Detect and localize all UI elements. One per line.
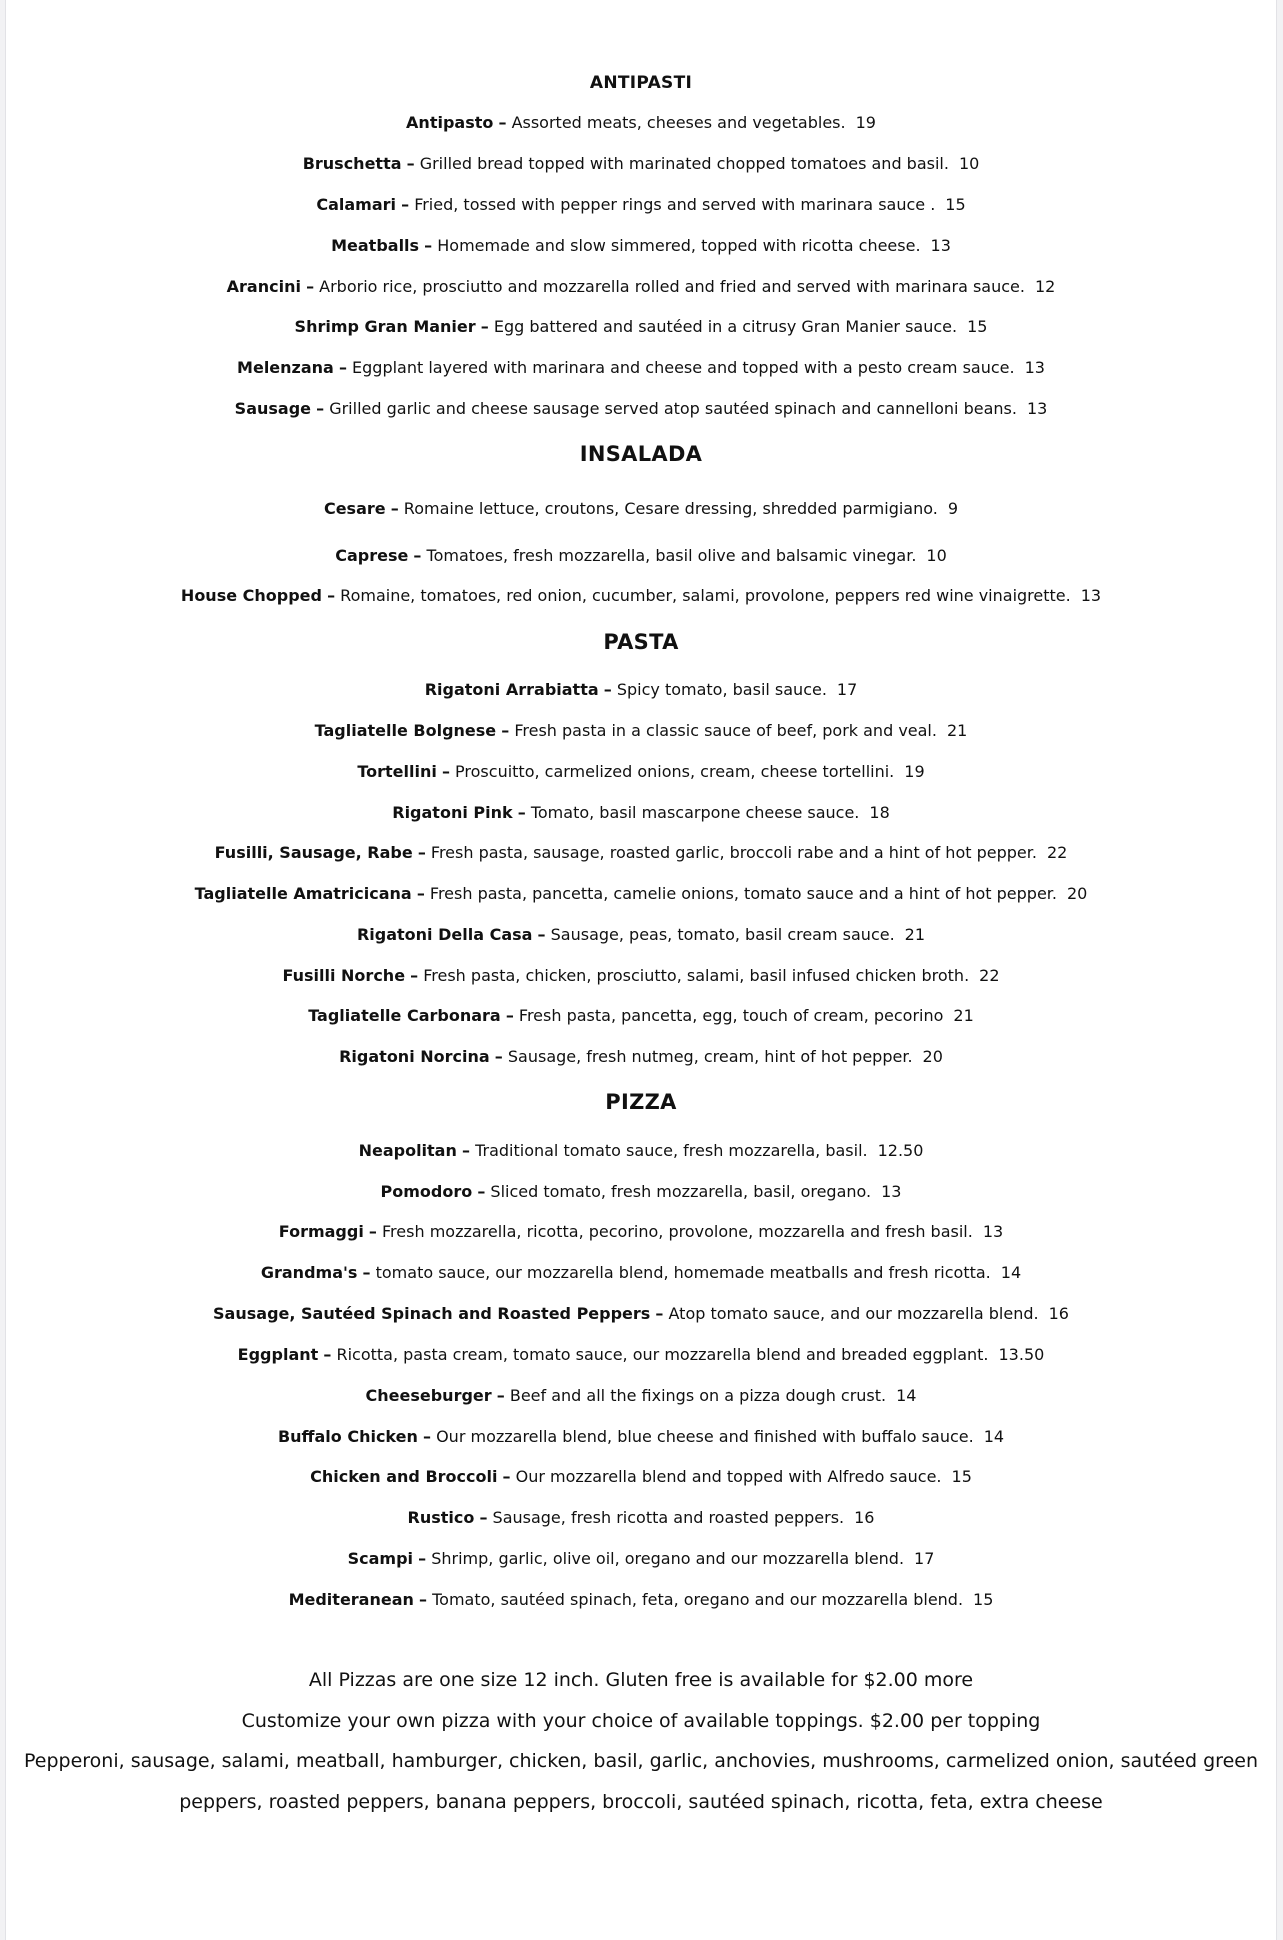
menu-item bbox=[6, 1427, 1276, 1447]
menu-item bbox=[6, 843, 1276, 863]
menu-item bbox=[6, 1345, 1276, 1365]
section-title-insalada: INSALADA bbox=[579, 442, 703, 466]
item-description: Fresh pasta, pancetta, egg, touch of cream, pecorino bbox=[518, 1006, 944, 1025]
menu-item bbox=[6, 803, 1276, 823]
item-separator: – bbox=[498, 113, 507, 132]
item-price: 13 bbox=[930, 236, 951, 255]
item-separator: – bbox=[422, 1427, 431, 1446]
item-name: Caprese bbox=[335, 546, 409, 565]
item-price: 16 bbox=[1048, 1304, 1069, 1323]
item-name: Fusilli, Sausage, Rabe bbox=[214, 843, 413, 862]
toppings-list-line-1: Pepperoni, sausage, salami, meatball, hamburger, chicken, basil, garlic, anchovies, mushrooms, carmelized onion, sautéed green bbox=[24, 1750, 1258, 1772]
item-name: Buffalo Chicken bbox=[277, 1427, 418, 1446]
item-name: Scampi bbox=[347, 1549, 414, 1568]
item-price: 13.50 bbox=[998, 1345, 1045, 1364]
item-separator: – bbox=[494, 1047, 503, 1066]
item-name: House Chopped bbox=[180, 586, 322, 605]
menu-item bbox=[6, 1006, 1276, 1026]
pizza-size-note: All Pizzas are one size 12 inch. Gluten free is available for $2.00 more bbox=[308, 1669, 974, 1691]
item-description: Tomatoes, fresh mozzarella, basil olive and balsamic vinegar. bbox=[426, 546, 917, 565]
item-description: tomato sauce, our mozzarella blend, homemade meatballs and fresh ricotta. bbox=[375, 1263, 991, 1282]
menu-item bbox=[6, 546, 1276, 566]
item-separator: – bbox=[416, 884, 425, 903]
item-description: Egg battered and sautéed in a citrusy Gran Manier sauce. bbox=[493, 317, 958, 336]
item-separator: – bbox=[505, 1006, 514, 1025]
menu-item bbox=[6, 399, 1276, 419]
item-separator: – bbox=[406, 154, 415, 173]
item-name: Tagliatelle Bolgnese bbox=[314, 721, 497, 740]
item-description: Fresh pasta, chicken, prosciutto, salami, basil infused chicken broth. bbox=[423, 966, 970, 985]
item-name: Grandma's bbox=[260, 1263, 358, 1282]
item-name: Mediteranean bbox=[288, 1590, 414, 1609]
item-price: 13 bbox=[881, 1182, 902, 1201]
item-description: Our mozzarella blend, blue cheese and finished with buffalo sauce. bbox=[436, 1427, 974, 1446]
menu-item bbox=[6, 1304, 1276, 1324]
item-description: Romaine, tomatoes, red onion, cucumber, salami, provolone, peppers red wine vinaigrette. bbox=[340, 586, 1071, 605]
menu-item bbox=[6, 277, 1276, 297]
item-price: 16 bbox=[854, 1508, 875, 1527]
menu-item bbox=[6, 680, 1276, 700]
item-separator: – bbox=[362, 1263, 371, 1282]
item-separator: – bbox=[424, 236, 433, 255]
item-name: Rigatoni Pink bbox=[392, 803, 513, 822]
item-name: Tagliatelle Amatricicana bbox=[194, 884, 412, 903]
item-name: Rigatoni Norcina bbox=[339, 1047, 490, 1066]
item-name: Melenzana bbox=[237, 358, 334, 377]
item-price: 22 bbox=[979, 966, 1000, 985]
item-price: 14 bbox=[1000, 1263, 1022, 1282]
item-separator: – bbox=[338, 358, 347, 377]
item-price: 14 bbox=[896, 1386, 917, 1405]
item-description: Tomato, basil mascarpone cheese sauce. bbox=[530, 803, 860, 822]
item-description: Sausage, fresh nutmeg, cream, hint of hot pepper. bbox=[507, 1047, 913, 1066]
item-price: 15 bbox=[945, 195, 966, 214]
item-separator: – bbox=[461, 1141, 470, 1160]
item-separator: – bbox=[477, 1182, 486, 1201]
section-title-antipasti: ANTIPASTI bbox=[589, 73, 693, 93]
item-description: Ricotta, pasta cream, tomato sauce, our mozzarella blend and breaded eggplant. bbox=[336, 1345, 989, 1364]
item-separator: – bbox=[441, 762, 450, 781]
item-description: Sausage, peas, tomato, basil cream sauce. bbox=[550, 925, 895, 944]
item-name: Meatballs bbox=[331, 236, 420, 255]
item-description: Our mozzarella blend and topped with Alfredo sauce. bbox=[515, 1467, 942, 1486]
item-price: 9 bbox=[947, 499, 959, 518]
item-separator: – bbox=[368, 1222, 377, 1241]
menu-item bbox=[6, 113, 1276, 133]
item-separator: – bbox=[390, 499, 399, 518]
item-name: Cheeseburger bbox=[365, 1386, 492, 1405]
item-price: 13 bbox=[1080, 586, 1102, 605]
item-name: Bruschetta bbox=[302, 154, 402, 173]
item-separator: – bbox=[417, 843, 426, 862]
menu-item bbox=[6, 762, 1276, 782]
menu-item bbox=[6, 1047, 1276, 1067]
item-description: Arborio rice, prosciutto and mozzarella rolled and fried and served with marinara sauce. bbox=[319, 277, 1025, 296]
item-price: 10 bbox=[926, 546, 947, 565]
item-name: Rustico bbox=[407, 1508, 475, 1527]
menu-item bbox=[6, 1182, 1276, 1202]
item-price: 19 bbox=[855, 113, 876, 132]
item-separator: – bbox=[418, 1549, 427, 1568]
item-separator: – bbox=[323, 1345, 332, 1364]
item-name: Chicken and Broccoli bbox=[310, 1467, 498, 1486]
menu-item bbox=[6, 195, 1276, 215]
item-description: Homemade and slow simmered, topped with ricotta cheese. bbox=[437, 236, 921, 255]
item-description: Grilled garlic and cheese sausage served atop sautéed spinach and cannelloni beans. bbox=[329, 399, 1017, 418]
item-price: 12.50 bbox=[877, 1141, 924, 1160]
item-name: Cesare bbox=[323, 499, 386, 518]
item-description: Fresh mozzarella, ricotta, pecorino, provolone, mozzarella and fresh basil. bbox=[382, 1222, 973, 1241]
item-name: Sausage, Sautéed Spinach and Roasted Peppers bbox=[213, 1304, 651, 1323]
item-separator: – bbox=[479, 1508, 488, 1527]
item-name: Tortellini bbox=[357, 762, 437, 781]
menu-item bbox=[6, 721, 1276, 741]
item-name: Formaggi bbox=[278, 1222, 364, 1241]
item-price: 17 bbox=[836, 680, 858, 699]
item-price: 18 bbox=[869, 803, 890, 822]
menu-item bbox=[6, 499, 1276, 519]
item-separator: – bbox=[603, 680, 612, 699]
toppings-list-line-2: peppers, roasted peppers, banana peppers, broccoli, sautéed spinach, ricotta, feta, extra cheese bbox=[179, 1791, 1103, 1813]
menu-item bbox=[6, 1590, 1276, 1610]
menu-item bbox=[6, 1508, 1276, 1528]
menu-item bbox=[6, 1222, 1276, 1242]
item-price: 15 bbox=[973, 1590, 994, 1609]
item-name: Antipasto bbox=[406, 113, 494, 132]
menu-item bbox=[6, 966, 1276, 986]
item-price: 20 bbox=[922, 1047, 943, 1066]
item-price: 21 bbox=[904, 925, 926, 944]
menu-item bbox=[6, 586, 1276, 606]
item-price: 12 bbox=[1034, 277, 1056, 296]
item-separator: – bbox=[480, 317, 489, 336]
item-price: 15 bbox=[951, 1467, 972, 1486]
item-price: 13 bbox=[1026, 399, 1048, 418]
item-price: 19 bbox=[904, 762, 925, 781]
menu-item bbox=[6, 1263, 1276, 1283]
item-name: Tagliatelle Carbonara bbox=[308, 1006, 501, 1025]
item-separator: – bbox=[306, 277, 315, 296]
item-name: Pomodoro bbox=[380, 1182, 473, 1201]
item-description: Grilled bread topped with marinated chopped tomatoes and basil. bbox=[419, 154, 949, 173]
item-description: Romaine lettuce, croutons, Cesare dressing, shredded parmigiano. bbox=[403, 499, 938, 518]
item-description: Shrimp, garlic, olive oil, oregano and our mozzarella blend. bbox=[431, 1549, 905, 1568]
item-separator: – bbox=[537, 925, 546, 944]
item-name: Calamari bbox=[316, 195, 396, 214]
item-description: Sausage, fresh ricotta and roasted peppers. bbox=[492, 1508, 845, 1527]
item-separator: – bbox=[419, 1590, 427, 1609]
item-name: Neapolitan bbox=[358, 1141, 457, 1160]
item-separator: – bbox=[327, 586, 336, 605]
item-separator: – bbox=[410, 966, 419, 985]
item-price: 15 bbox=[967, 317, 988, 336]
item-separator: – bbox=[502, 1467, 511, 1486]
item-description: Tomato, sautéed spinach, feta, oregano and our mozzarella blend. bbox=[432, 1590, 964, 1609]
item-description: Fresh pasta, sausage, roasted garlic, broccoli rabe and a hint of hot pepper. bbox=[430, 843, 1037, 862]
item-description: Fresh pasta, pancetta, camelie onions, tomato sauce and a hint of hot pepper. bbox=[429, 884, 1057, 903]
menu-item bbox=[6, 236, 1276, 256]
item-separator: – bbox=[413, 546, 422, 565]
section-title-pizza: PIZZA bbox=[605, 1090, 677, 1114]
item-description: Beef and all the fixings on a pizza dough crust. bbox=[509, 1386, 887, 1405]
section-title-pasta: PASTA bbox=[603, 630, 679, 654]
item-name: Arancini bbox=[226, 277, 301, 296]
item-description: Spicy tomato, basil sauce. bbox=[616, 680, 827, 699]
item-price: 17 bbox=[914, 1549, 935, 1568]
item-name: Sausage bbox=[234, 399, 312, 418]
item-price: 14 bbox=[983, 1427, 1005, 1446]
item-description: Assorted meats, cheeses and vegetables. bbox=[511, 113, 846, 132]
item-price: 21 bbox=[953, 1006, 974, 1025]
item-price: 10 bbox=[958, 154, 980, 173]
item-name: Rigatoni Della Casa bbox=[356, 925, 533, 944]
item-separator: – bbox=[501, 721, 510, 740]
item-description: Sliced tomato, fresh mozzarella, basil, oregano. bbox=[490, 1182, 872, 1201]
item-price: 21 bbox=[946, 721, 968, 740]
item-separator: – bbox=[517, 803, 526, 822]
menu-item bbox=[6, 1141, 1276, 1161]
item-description: Proscuitto, carmelized onions, cream, cheese tortellini. bbox=[455, 762, 895, 781]
item-price: 20 bbox=[1066, 884, 1088, 903]
item-description: Fresh pasta in a classic sauce of beef, pork and veal. bbox=[514, 721, 937, 740]
menu-item bbox=[6, 317, 1276, 337]
item-description: Atop tomato sauce, and our mozzarella blend. bbox=[668, 1304, 1039, 1323]
item-separator: – bbox=[316, 399, 325, 418]
menu-item bbox=[6, 1467, 1276, 1487]
item-name: Rigatoni Arrabiatta bbox=[424, 680, 599, 699]
item-description: Eggplant layered with marinara and cheese and topped with a pesto cream sauce. bbox=[352, 358, 1015, 377]
item-separator: – bbox=[655, 1304, 664, 1323]
item-name: Eggplant bbox=[237, 1345, 319, 1364]
item-price: 13 bbox=[982, 1222, 1004, 1241]
item-separator: – bbox=[401, 195, 410, 214]
menu-item bbox=[6, 1386, 1276, 1406]
menu-item bbox=[6, 925, 1276, 945]
menu-page bbox=[5, 0, 1277, 1940]
custom-pizza-note: Customize your own pizza with your choice of available toppings. $2.00 per topping bbox=[241, 1710, 1041, 1732]
menu-item bbox=[6, 154, 1276, 174]
item-separator: – bbox=[496, 1386, 505, 1405]
item-price: 13 bbox=[1024, 358, 1045, 377]
menu-item bbox=[6, 358, 1276, 378]
item-description: Traditional tomato sauce, fresh mozzarella, basil. bbox=[475, 1141, 868, 1160]
item-name: Shrimp Gran Manier bbox=[294, 317, 476, 336]
item-price: 22 bbox=[1046, 843, 1068, 862]
menu-item bbox=[6, 884, 1276, 904]
menu-item bbox=[6, 1549, 1276, 1569]
item-description: Fried, tossed with pepper rings and served with marinara sauce . bbox=[414, 195, 936, 214]
item-name: Fusilli Norche bbox=[282, 966, 406, 985]
